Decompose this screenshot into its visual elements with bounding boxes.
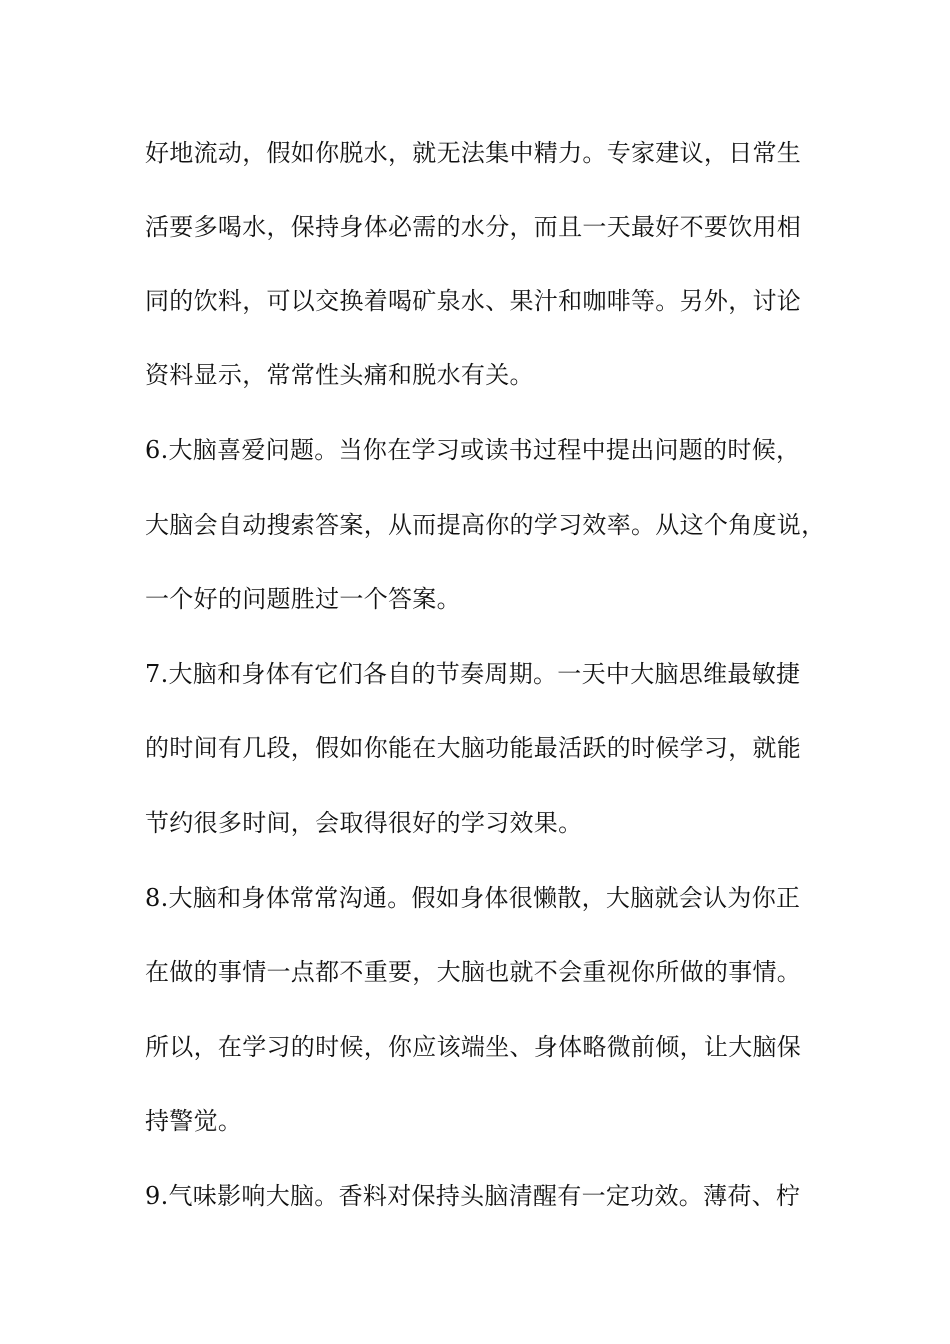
text-line: 7.大脑和身体有它们各自的节奏周期。一天中大脑思维最敏捷	[145, 660, 801, 688]
text-line: 的时间有几段，假如你能在大脑功能最活跃的时候学习，就能	[145, 734, 802, 762]
text-line: 资料显示，常常性头痛和脱水有关。	[145, 361, 534, 389]
text-line: 节约很多时间，会取得很好的学习效果。	[145, 809, 583, 837]
text-line: 持警觉。	[145, 1107, 243, 1135]
text-line: 在做的事情一点都不重要，大脑也就不会重视你所做的事情。	[145, 958, 802, 986]
text-line: 同的饮料，可以交换着喝矿泉水、果汁和咖啡等。另外，讨论	[145, 287, 802, 315]
text-line: 大脑会自动搜索答案，从而提高你的学习效率。从这个角度说，	[145, 511, 826, 539]
text-line: 好地流动，假如你脱水，就无法集中精力。专家建议，日常生	[145, 139, 802, 167]
text-line: 所以，在学习的时候，你应该端坐、身体略微前倾，让大脑保	[145, 1033, 802, 1061]
text-line: 9.气味影响大脑。香料对保持头脑清醒有一定功效。薄荷、柠	[145, 1182, 801, 1210]
text-line: 8.大脑和身体常常沟通。假如身体很懒散，大脑就会认为你正	[145, 884, 801, 912]
text-line: 6.大脑喜爱问题。当你在学习或读书过程中提出问题的时候，	[145, 436, 801, 464]
text-line: 一个好的问题胜过一个答案。	[145, 585, 461, 613]
text-line: 活要多喝水，保持身体必需的水分，而且一天最好不要饮用相	[145, 213, 802, 241]
